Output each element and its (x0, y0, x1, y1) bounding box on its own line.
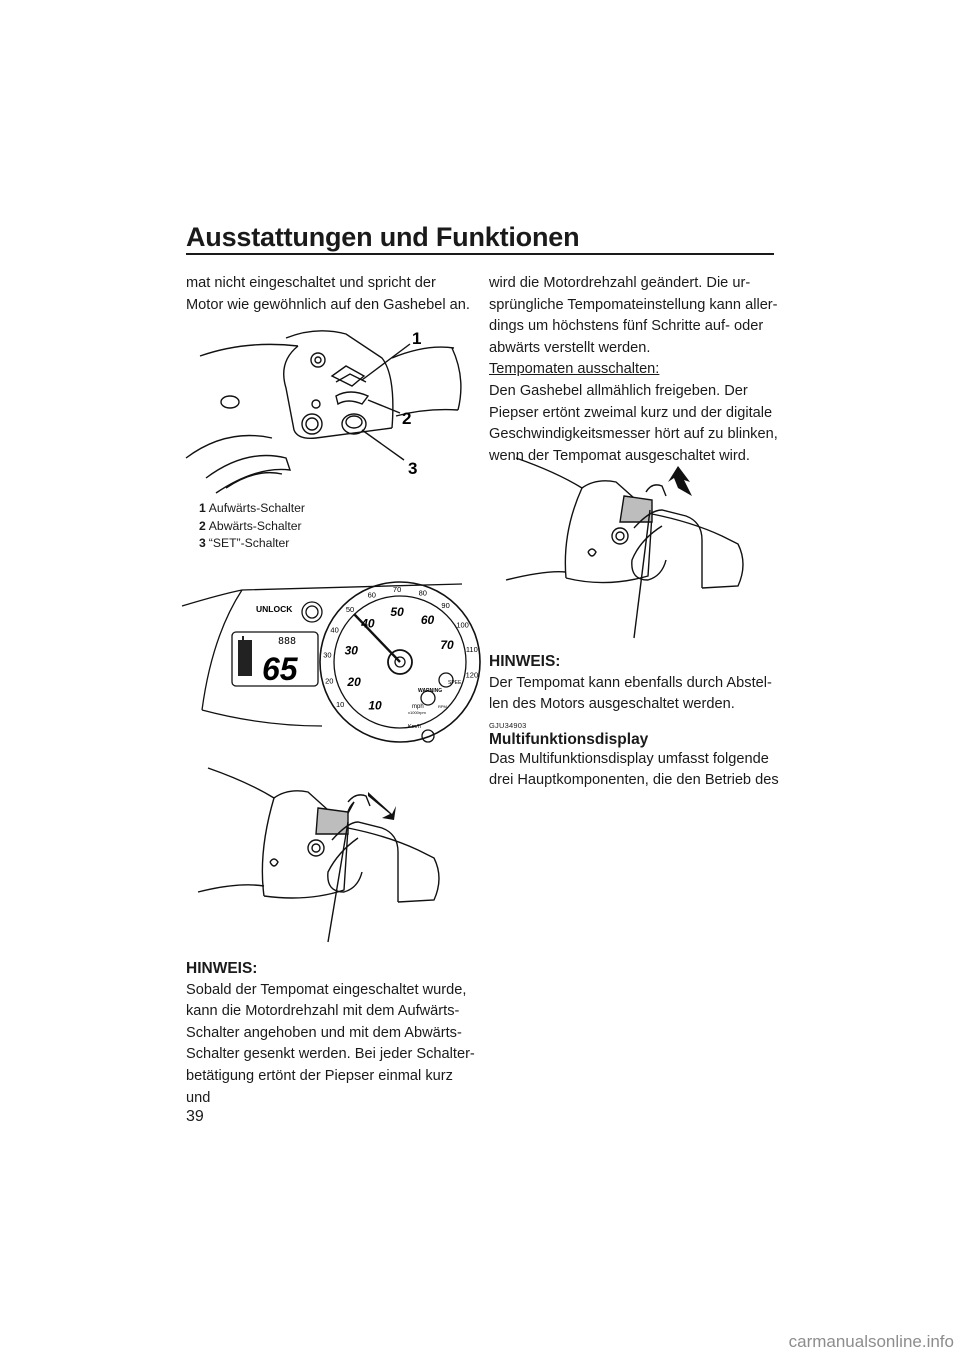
note-heading: HINWEIS: (186, 960, 258, 977)
kmh-tick-label: 90 (441, 601, 450, 610)
legend-item: 2 Abwärts-Schalter (199, 518, 302, 533)
left-intro (186, 273, 476, 316)
left-note (186, 958, 476, 1109)
page-number: 39 (186, 1108, 204, 1125)
mph-tick-label: 60 (420, 613, 435, 628)
speed-label: SPEE (448, 680, 462, 686)
kmh-tick-label: 80 (418, 588, 427, 598)
mph-tick-label: 70 (440, 637, 454, 652)
kmh-tick-label: 120 (465, 670, 479, 680)
rpm-label: x1000rpm (408, 710, 426, 715)
callout-2: 2 (402, 409, 412, 428)
kmh-tick-label: 100 (456, 620, 469, 630)
title-rule (186, 253, 774, 255)
note-paragraph-right: Der Tempomat kann ebenfalls durch Abstel-len des Motors ausgeschaltet werden. (489, 674, 772, 713)
callout-3: 3 (408, 459, 418, 478)
rpm-short: RPM (438, 704, 447, 709)
lcd-small-digits: 888 (278, 636, 297, 647)
mph-tick-label: 30 (344, 643, 358, 658)
kmh-tick-label: 20 (325, 676, 334, 686)
figure-throttle-accelerate (198, 762, 448, 946)
lcd-speed-digits: 65 (262, 651, 298, 687)
legend-item: 1 Aufwärts-Schalter (199, 501, 305, 515)
figure-throttle-release (506, 452, 752, 638)
figure-handlebar-switches (186, 318, 476, 498)
figure1-legend (199, 500, 305, 553)
unit-kmh: Km/h (408, 724, 421, 730)
right-bottom-text (489, 651, 779, 792)
continued-paragraph: wird die Motordrehzahl geändert. Die ur-sprüngliche Tempomateinstellung kann aller-dings um höchstens fünf Schritte auf- oder abwärts verstellt werden. (489, 275, 778, 356)
callout-1: 1 (412, 329, 422, 348)
kmh-tick-label: 110 (465, 644, 478, 654)
cruise-off-paragraph: Den Gashebel allmählich freigeben. Der Piepser ertönt zweimal kurz und der digitale Geschwindigkeitsmesser hört auf zu blinken, wenn der Tempomat ausgeschaltet wird. (489, 382, 778, 464)
intro-paragraph: mat nicht eingeschaltet und spricht der Motor wie gewöhnlich auf den Gashebel an. (186, 275, 470, 313)
legend-item: 3 “SET”-Schalter (199, 536, 290, 550)
note-heading-right: HINWEIS: (489, 653, 561, 670)
note-paragraph: Sobald der Tempomat eingeschaltet wurde, kann die Motordrehzahl mit dem Aufwärts-Schalter angehoben und mit dem Abwärts-Schalter gesenkt werden. Bei jeder Schalter-betätigung ertönt der Piepser einmal kurz und (186, 981, 475, 1106)
mph-tick-label: 10 (368, 698, 382, 713)
arrow-up-icon (668, 466, 692, 496)
mph-tick-label: 40 (361, 616, 375, 631)
section-paragraph: Das Multifunktionsdisplay umfasst folgende drei Hauptkomponenten, die den Betrieb des (489, 750, 779, 789)
figure-speedometer (182, 576, 479, 756)
unlock-label: UNLOCK (256, 604, 293, 614)
section-title: Multifunktionsdisplay (489, 730, 649, 748)
kmh-tick-label: 40 (330, 625, 339, 635)
subheading-cruise-off: Tempomaten ausschalten: (489, 361, 660, 378)
mph-tick-label: 50 (390, 605, 404, 620)
page-title: Ausstattungen und Funktionen (186, 222, 580, 252)
kmh-tick-label: 10 (336, 699, 345, 709)
kmh-tick-label: 70 (392, 585, 402, 595)
warning-label: WARNING (418, 688, 443, 694)
arrow-down-icon (368, 792, 396, 820)
right-top-text (489, 273, 779, 467)
kmh-tick-label: 30 (323, 650, 332, 660)
watermark: carmanualsonline.info (788, 1332, 954, 1351)
unit-mph: mph (412, 704, 424, 710)
mph-tick-label: 20 (347, 674, 361, 689)
kmh-tick-label: 60 (367, 590, 376, 600)
kmh-tick-label: 50 (345, 604, 355, 614)
section-code: GJU34903 (489, 720, 527, 730)
